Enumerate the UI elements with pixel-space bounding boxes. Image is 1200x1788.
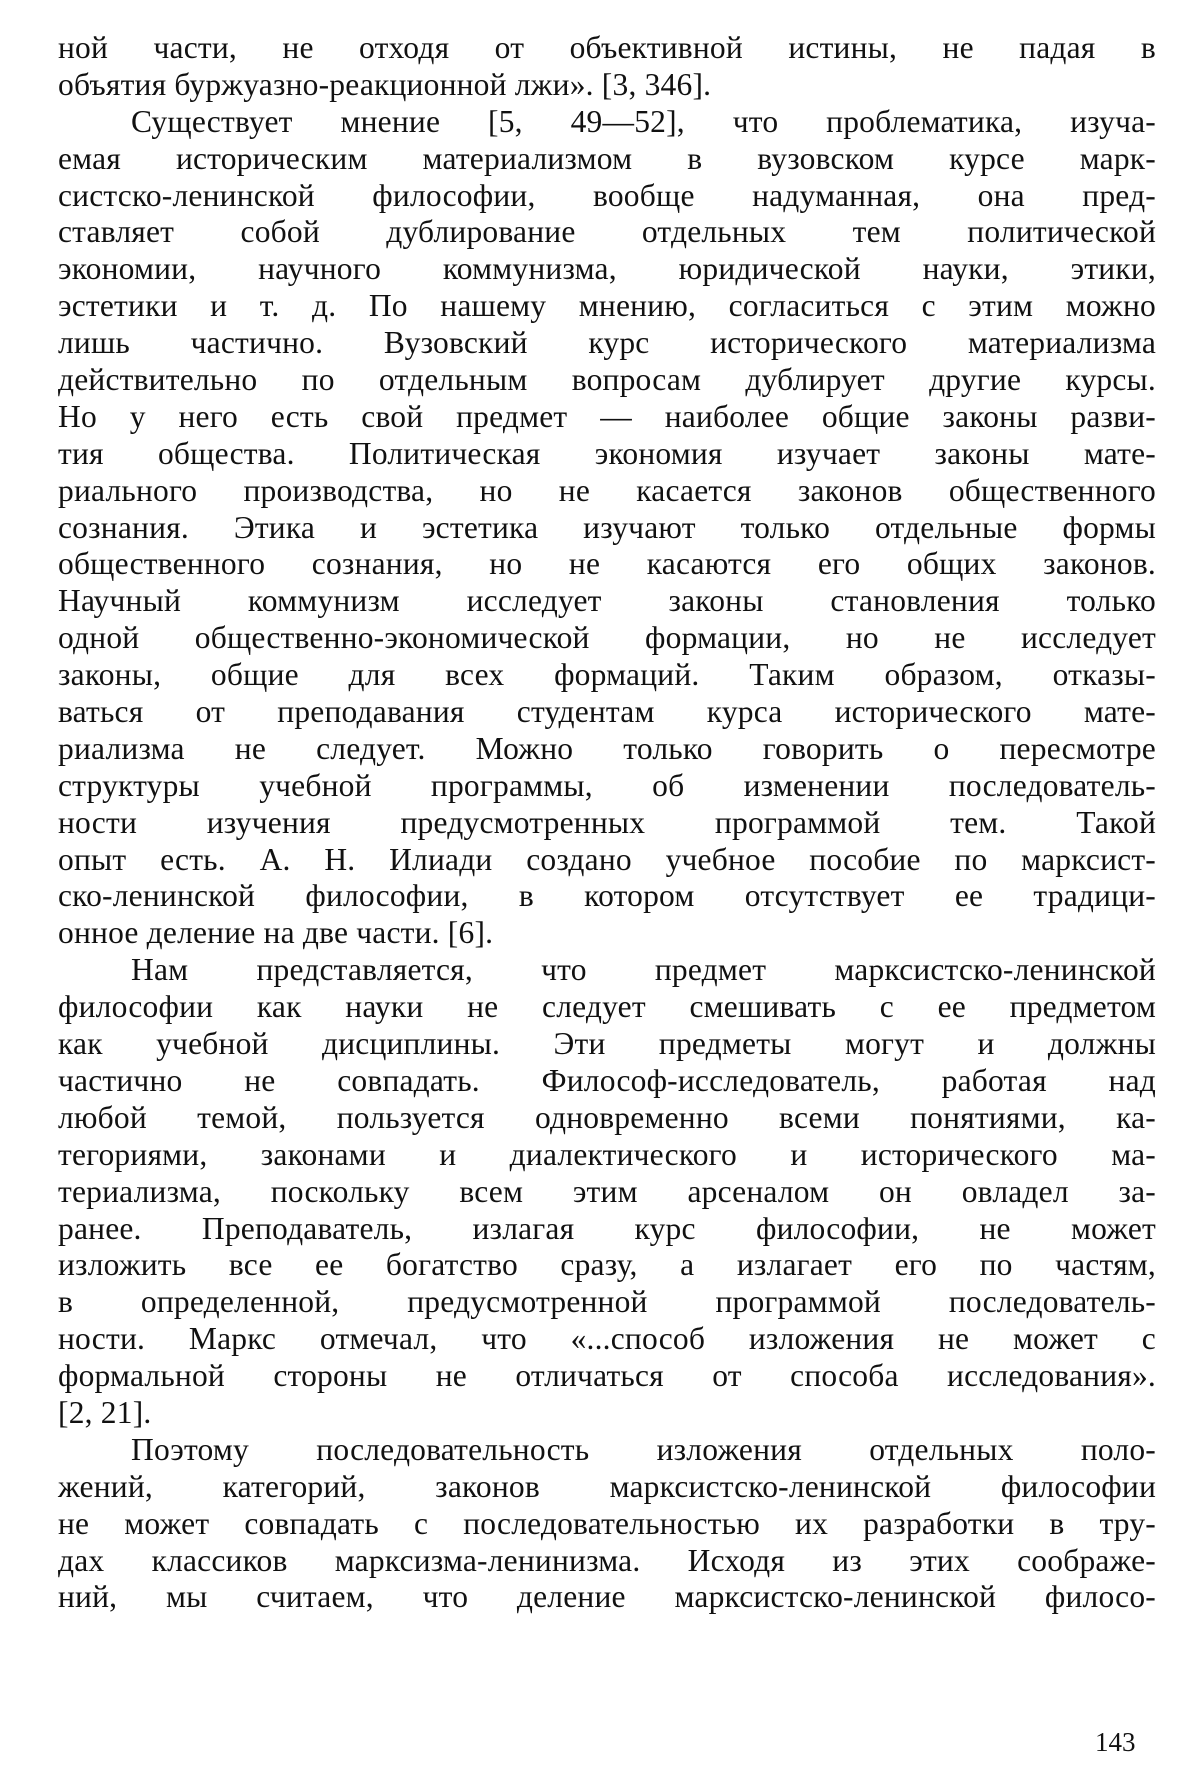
text-line: в определенной, предусмотренной программой последователь- [58, 1284, 1156, 1320]
text-line: Поэтому последовательность изложения отдельных поло- [131, 1431, 1156, 1467]
text-line: опыт есть. А. Н. Илиади создано учебное пособие по марксист- [58, 841, 1156, 877]
text-line: лишь частично. Вузовский курс исторического материализма [58, 325, 1156, 361]
text-line: структуры учебной программы, об изменении последователь- [58, 767, 1156, 803]
paragraph-1 [58, 30, 1156, 104]
text-line: как учебной дисциплины. Эти предметы могут и должны [58, 1026, 1156, 1062]
text-line: ваться от преподавания студентам курса исторического мате- [58, 694, 1156, 730]
text-line: ности. Маркс отмечал, что «...способ изложения не может с [58, 1321, 1156, 1357]
text-line: ставляет собой дублирование отдельных тем политической [58, 214, 1156, 250]
text-line: не может совпадать с последовательностью их разработки в тру- [58, 1505, 1156, 1541]
text-line: жений, категорий, законов марксистско-ленинской философии [58, 1468, 1156, 1504]
text-line: [2, 21]. [58, 1394, 152, 1430]
text-line: риализма не следует. Можно только говорить о пересмотре [58, 730, 1156, 766]
text-line: объятия буржуазно-реакционной лжи». [3, 346]. [58, 66, 712, 102]
text-line: дах классиков марксизма-ленинизма. Исходя из этих соображе- [58, 1542, 1156, 1578]
text-line: Но у него есть свой предмет — наиболее общие законы разви- [58, 398, 1156, 434]
text-line: онное деление на две части. [6]. [58, 915, 494, 951]
page-number: 143 [1095, 1727, 1136, 1757]
text-line: риального производства, но не касается законов общественного [58, 472, 1156, 508]
text-line: систско-ленинской философии, вообще надуманная, она пред- [58, 177, 1156, 213]
text-line: ско-ленинской философии, в котором отсутствует ее традици- [58, 878, 1156, 914]
text-line: одной общественно-экономической формации, но не исследует [58, 620, 1156, 656]
text-line: любой темой, пользуется одновременно всеми понятиями, ка- [58, 1099, 1156, 1135]
text-line: частично не совпадать. Философ-исследователь, работая над [58, 1062, 1156, 1098]
text-line: териализма, поскольку всем этим арсеналом он овладел за- [58, 1173, 1156, 1209]
text-line: ности изучения предусмотренных программой тем. Такой [58, 804, 1156, 840]
text-line: действительно по отдельным вопросам дублирует другие курсы. [58, 362, 1156, 398]
text-line: сознания. Этика и эстетика изучают только отдельные формы [58, 509, 1156, 545]
text-line: философии как науки не следует смешивать с ее предметом [58, 989, 1156, 1025]
text-line: тегориями, законами и диалектического и исторического ма- [58, 1136, 1156, 1172]
text-line: законы, общие для всех формаций. Таким образом, отказы- [58, 657, 1156, 693]
paragraph-4 [58, 1432, 1156, 1616]
text-line: экономии, научного коммунизма, юридической науки, этики, [58, 251, 1156, 287]
text-line: общественного сознания, но не касаются его общих законов. [58, 546, 1156, 582]
text-line: Нам представляется, что предмет марксистско-ленинской [131, 952, 1156, 988]
text-line: ной части, не отходя от объективной истины, не падая в [58, 30, 1156, 65]
paragraph-3 [58, 952, 1156, 1432]
page-body [58, 30, 1156, 1616]
text-line: Существует мнение [5, 49—52], что проблематика, изуча- [131, 103, 1156, 139]
text-line: изложить все ее богатство сразу, а излагает его по частям, [58, 1247, 1156, 1283]
paragraph-2 [58, 104, 1156, 952]
text-line: Научный коммунизм исследует законы становления только [58, 583, 1156, 619]
text-line: эстетики и т. д. По нашему мнению, согласиться с этим можно [58, 288, 1156, 324]
text-line: формальной стороны не отличаться от способа исследования». [58, 1358, 1156, 1394]
text-line: тия общества. Политическая экономия изучает законы мате- [58, 435, 1156, 471]
text-line: емая историческим материализмом в вузовском курсе марк- [58, 140, 1156, 176]
text-line: ний, мы считаем, что деление марксистско-ленинской филосо- [58, 1579, 1156, 1615]
text-line: ранее. Преподаватель, излагая курс философии, не может [58, 1210, 1156, 1246]
